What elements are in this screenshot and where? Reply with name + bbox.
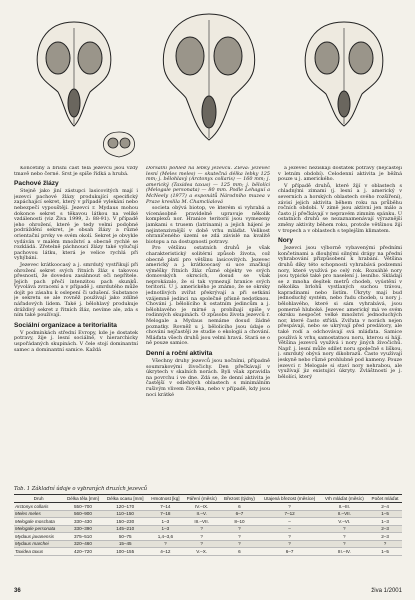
table-cell: 145–210 xyxy=(103,525,148,532)
skull-drawing-meles xyxy=(37,22,111,126)
species-name-cell: Mydaus javanensis xyxy=(14,533,63,540)
table-cell: 1–5 xyxy=(368,548,402,555)
species-name-cell: Arctonyx collaris xyxy=(14,503,63,510)
table-cell: 330–430 xyxy=(63,518,102,525)
table-header-row xyxy=(14,495,402,503)
table-cell: ? xyxy=(321,525,369,532)
table-row xyxy=(14,533,402,540)
table-header-cell: Hmotnost [kg] xyxy=(148,495,183,503)
paragraph: Jezevci jsou výborně vybavenými předními končetinami a dlouhými silnými drápy na přední vyhrabování přizpůsobení k hrabání. Většina druhů díky této schopnosti vyhrabává podzemní nory, které využívá po celý rok. Rozsáhlé nory jsou typické také pro naselení j. lesního. Skládají se z mnoha desítek metrů chodeb, vyústění v několika brlohů vystlaných suchou trávou, kapradinami nebo listím. Úkryty mají buď jednoduchý systém, nebo řadu chodeb, u nory j. bělohlavého, které si sám vyhrabává, jsou pomerně hluboké. Jezevec americký má ve svém okrsku nespočet velké množství jednoduchých nor, které často střídá. Zvířata v norách nejen přespávají, nebo se ukrývají před predátory, ale také rodí a odchovávají svá mláďata. Samice používá k vrhu samostatnou noru, kterou si hájí. Většina jezevců využívá i nory jiných živočichů. Např. j. lesní může sdílet noru společně s liškou, j. smrdutý obývá nory dikobrazů. Často využívají jeskyně nebo různé prohlubně pod kameny. Pouze jezevci r. Melogale si staví nory nehrabou, ale využívají jiz existující úkryty. Zvláštností je j. bělolící, který xyxy=(278,245,402,380)
table-row xyxy=(14,525,402,532)
table-header-cell: Délka těla [mm] xyxy=(63,495,102,503)
paragraph: V případě druhů, které žijí v oblastech s chladnými zimami (j. lesní a j. americký v severních a horských oblastech svého rozšíření), závisí jejich aktivita během roku na průběhu ročních období. V zimě jsou aktivní jen málo a často jí přečkávají v nepravém zimním spánku. U ostatních druhů se nezaznamenávají výraznější změny aktivity během roku, protože většinou žijí v tropech a v oblastech s teplejším klimatem. xyxy=(278,182,402,234)
table-cell: ? xyxy=(183,533,220,540)
paragraph: Stejně jako jiní zástupci lasicovitých mají i jezevci pachové žlázy produkující specifický zapáchající sekret, který v případě vylekání nebo nebezpečí vypouštějí. Jezevci r. Mydaus mohou dokonce sekret s těkavou látkou na veliké vzdálenosti (viz Živa 1999, 2: 88-91). V případě jeho ohrožení, které je tedy velmi podobné podráždění sekret, je obsah žlázy a různé orientační prvky ve svém okolí. Sekret je obvykle vydáván v malém množství a obecně rychlé se rozkládá. Zřetelně páchnoucí žlázy také vylučují pachovou látku, která je velice rychlá při vyhýbání. xyxy=(14,188,138,262)
table-cell: 15–45 xyxy=(103,540,148,547)
table-cell: 560–900 xyxy=(63,510,102,517)
table-cell: 2–3 xyxy=(368,525,402,532)
table-row xyxy=(14,548,402,555)
table-cell: 50–75 xyxy=(103,533,148,540)
table-header-cell: Březost (týdny) xyxy=(220,495,258,503)
table-row xyxy=(14,518,402,525)
table-header-cell: Páření (měsíc) xyxy=(183,495,220,503)
article-columns xyxy=(14,166,402,484)
table-header-cell: Počet mláďat xyxy=(368,495,402,503)
species-data-table xyxy=(14,494,402,556)
table-cell: 6–7 xyxy=(220,510,258,517)
page-number: 36 xyxy=(14,588,21,594)
table-row xyxy=(14,510,402,517)
table-cell: 120–170 xyxy=(103,503,148,510)
table-cell: ? xyxy=(220,540,258,547)
table-cell: ? xyxy=(220,533,258,540)
skull-drawings-figure xyxy=(14,8,402,158)
table-cell: ? xyxy=(220,525,258,532)
table-cell: ? xyxy=(368,540,402,547)
table-cell: 550–700 xyxy=(63,503,102,510)
column-1 xyxy=(14,166,138,484)
table-cell: – xyxy=(259,525,321,532)
species-name-cell: Melogale moschata xyxy=(14,518,63,525)
table-header-cell: Druh xyxy=(14,495,63,503)
table-cell: II.–III. xyxy=(321,503,369,510)
table-row xyxy=(14,540,402,547)
paragraph: Jezevec krátkoocasý a j. smrdutý vystřikují při ohrožení sekret svých řitních žláz s takovou přesností, že dovedou zasáhnout oči nepřítele. Jejich pach přečí intenzitou pach skunků. Vyvolává zvracení a v případě j. smrdutého může dojít po zásahu k oslepení či udušení. Substance je sekretu se ale rovněž používají jako zdílné nářadových lidem. Také j. bělohlavý produkuje dráždivý sekret z řitních žláz, nevíme ale, zda s ním také používají. xyxy=(14,261,138,319)
table-cell: V.–VI. xyxy=(321,518,369,525)
table-cell: ? xyxy=(148,540,183,547)
skull-drawing-arctonyx xyxy=(163,14,254,140)
table-header-cell: Utajená březost (měsíce) xyxy=(259,495,321,503)
table-cell: 7–18 xyxy=(148,510,183,517)
table-cell: – xyxy=(259,518,321,525)
table-cell: 1,4–3,6 xyxy=(148,533,183,540)
species-name-cell: Taxidea taxus xyxy=(14,548,63,555)
table-cell: 4–12 xyxy=(148,548,183,555)
section-heading: Pachové žlázy xyxy=(14,180,59,188)
table-cell: 2–4 xyxy=(368,503,402,510)
table-cell: ? xyxy=(183,525,220,532)
table-cell: 100–155 xyxy=(103,548,148,555)
table-cell: ? xyxy=(321,533,369,540)
species-name-cell: Meles meles xyxy=(14,510,63,517)
table-cell: 110–150 xyxy=(103,510,148,517)
table-cell: III.–VII. xyxy=(183,518,220,525)
table-cell: 1–5 xyxy=(368,510,402,517)
table-title: Tab. 1 Základní údaje o vybraných druzích jezevců xyxy=(14,486,148,492)
table-cell: 7–14 xyxy=(148,503,183,510)
table-cell: 6–7 xyxy=(259,548,321,555)
table-header-cell: Délka ocasu [mm] xyxy=(103,495,148,503)
paragraph: Pro většinu ostatních druhů je však charakteristický solitérní způsob života, což obecně platí pro většinu lasicovitých. Jezevec americký a j. krátkoocasý si uce značkují výměšky řitních žláz různé objekty ve svých domovských okrscích, dosud se však neprokázalo, že si tak vymezují hranice svých teritorií. U j. amerického je známo, že se okrsky jednotlivých zvířat překrývají a při setkání vzájemně jedinci na společné přísně nedotknou. Chování j. bělolícího k ostatním jedincům a j. bělohlavého je mírné a probíhají spíše v rodinných skupinách. O způsobu života jezevců r. Melogale a Mydaus nemáme dosud žádné poznatky. Rovněž u j. bělolicího jsou údaje o chování nejčastěji ze studie o ekologii a chování. Mláďata všech druhů jsou velmi hravá. Stará se o ně pouze samice. xyxy=(146,245,270,347)
table-row xyxy=(14,503,402,510)
table-cell: 1–3 xyxy=(148,525,183,532)
paragraph: societa obývá biotop, ve kterém si vyhrabá a vícenásobně pravidelně upravuje několik komplexů nor. Hranice teritorií jsou vymezeny jamkami s trusem (latrinami) a jejich hájení je nejintenzivnější v době vrhu mláďat. Velikost ohraničeného území se zdá závislé na kvalitě biotopu a na dostupnosti potravy. xyxy=(146,205,270,245)
table-cell: 375–510 xyxy=(63,533,102,540)
table-cell: 7–12 xyxy=(259,510,321,517)
species-name-cell: Melogale personata xyxy=(14,525,63,532)
table-cell: III.–IV. xyxy=(321,548,369,555)
table-cell: 150–230 xyxy=(103,518,148,525)
paragraph: V podmínkách střední Evropy, kde je dostatek potravy, žije j. lesní sociálně, v hierarchicky uspořádaných skupinách. V čele stojí dominantní samec a dominantní samice. Každá xyxy=(14,329,138,353)
paragraph: Končetiny a břišní část těla jezevců jsou vždy tmavě nebo černé. Srst je spíše řídká a hrubá. xyxy=(14,166,138,177)
section-heading: Denní a roční aktivita xyxy=(146,350,213,357)
table-cell: ? xyxy=(183,540,220,547)
paragraph: Všechny druhy jezevců jsou nočními, případně soumrakovými živočichy. Den přečkávají v úkrytech v skalních norách. Byli však zpravidla na povrchu i ve dne. Zdá se, že denní aktivita je častější v odlehlých oblastech s minimálním rušivým vlivem člověka, nebo v případě, kdy jsou noci krátké xyxy=(146,358,270,398)
table-cell: 1–3 xyxy=(368,518,402,525)
table-header-cell: Vrh mláďat (měsíc) xyxy=(321,495,369,503)
table-cell: 330–390 xyxy=(63,525,102,532)
table-body xyxy=(14,503,402,555)
table-cell: ? xyxy=(259,503,321,510)
table-cell: 420–720 xyxy=(63,548,102,555)
column-2 xyxy=(146,166,270,484)
table-cell: 6 xyxy=(220,503,258,510)
table-cell: II.–VII. xyxy=(321,510,369,517)
column-3 xyxy=(278,166,402,484)
paragraph: a jezevec nezískají dostatek potravy (nejčastěji v letním období). Celodenní aktivita je běžná pouze u j. amerického. xyxy=(278,166,402,183)
table-cell: 6 xyxy=(220,548,258,555)
table-cell: ? xyxy=(259,540,321,547)
table-cell: ? xyxy=(259,533,321,540)
figure-caption: Dorsální pohled na lebky jezevců. Zleva: jezevec lesní (Meles meles) — skutečná délka lebky 125 mm; j. bělohlavý (Arctonyx collaris) — 160 mm; j. americký (Taxidea taxus) — 125 mm; j. bělolící (Melogale personata) — 80 mm. Podle Lehaguí a McNeely (1977) a exponátů Národního muzea v Praze kreslila M. Chamclialová xyxy=(146,166,270,205)
species-name-cell: Mydaus marchei xyxy=(14,540,63,547)
table-cell: IV.–IX. xyxy=(183,503,220,510)
table-cell: 320–460 xyxy=(63,540,102,547)
table-cell: 8–10 xyxy=(220,518,258,525)
journal-issue: živa 1/2001 xyxy=(371,588,402,594)
section-heading: Sociální organizace a teritorialita xyxy=(14,321,117,329)
section-heading: Nory xyxy=(278,237,294,245)
skull-drawing-taxidea xyxy=(305,22,383,126)
page-footer xyxy=(14,588,402,597)
table-cell: ? xyxy=(321,540,369,547)
table-cell: V.–X. xyxy=(183,548,220,555)
table-cell: 2–3 xyxy=(368,533,402,540)
table-cell: II.–V. xyxy=(183,510,220,517)
skull-drawing-melogale xyxy=(104,132,135,157)
table-cell: 1–3 xyxy=(148,518,183,525)
